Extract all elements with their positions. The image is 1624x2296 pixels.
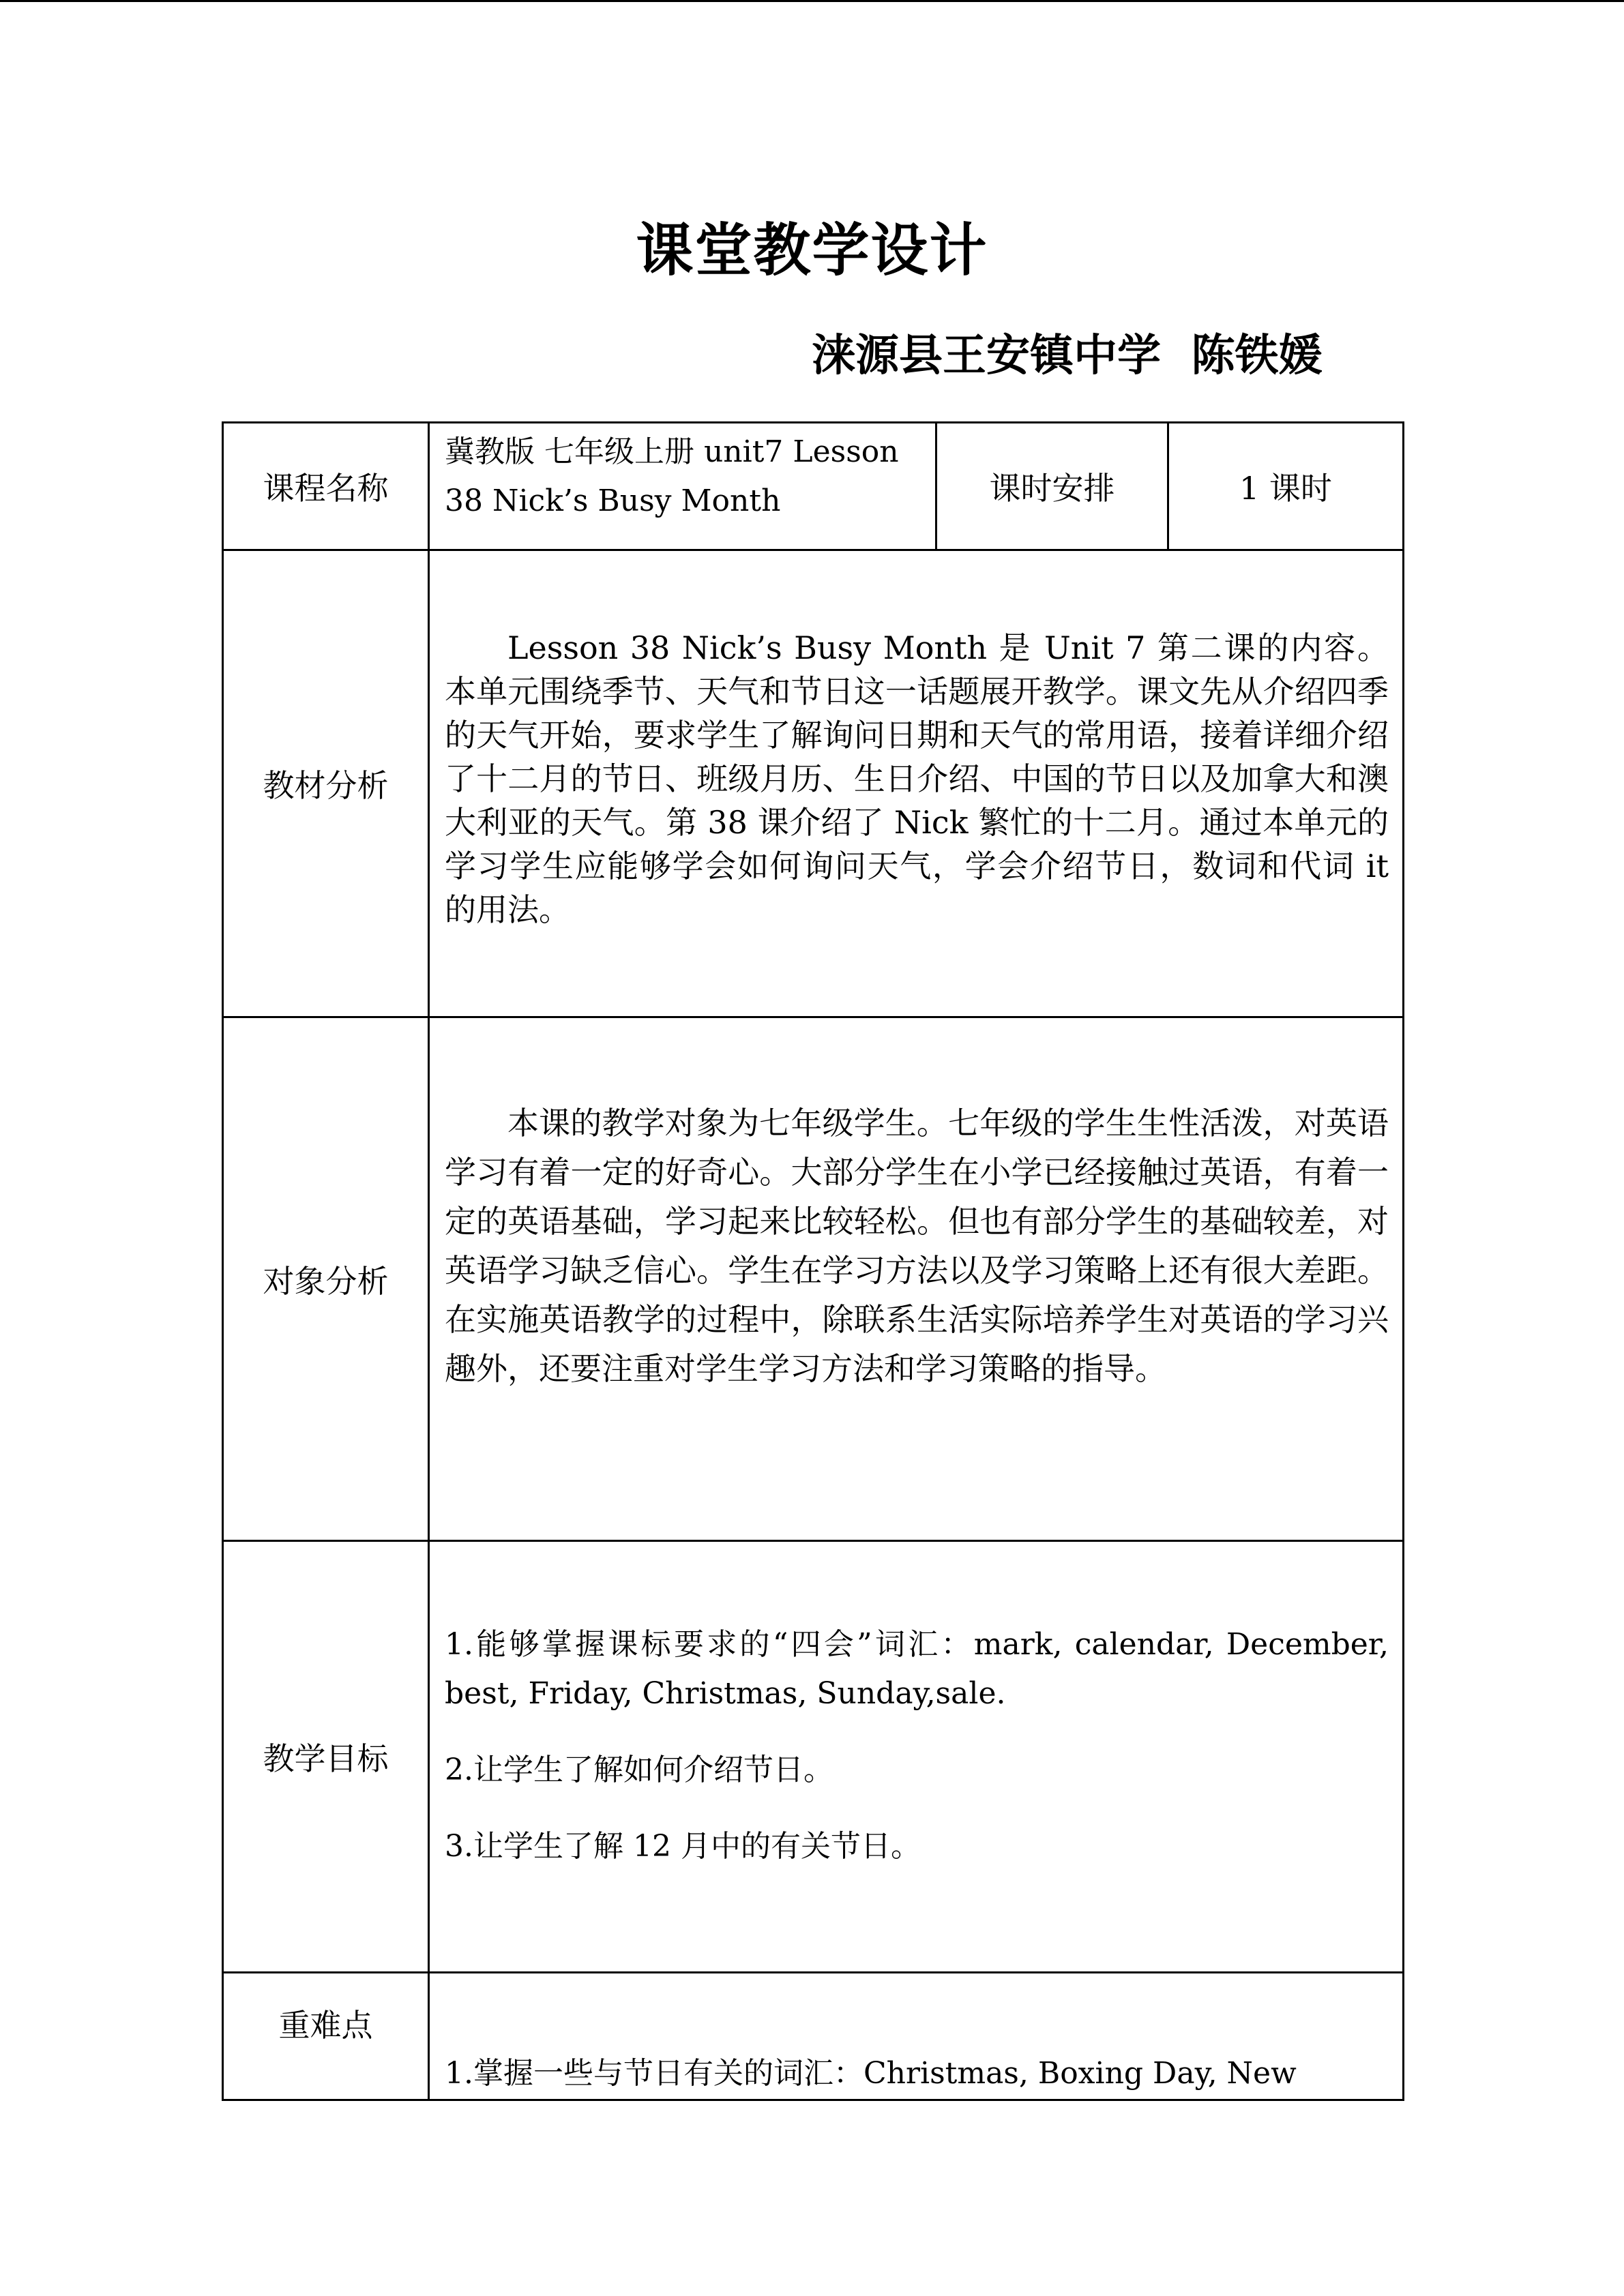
audience-label: 对象分析: [223, 1017, 429, 1541]
lesson-plan-table: [222, 421, 1404, 2101]
difficulty-cell: [429, 1973, 1404, 2100]
difficulty-row: [223, 1973, 1404, 2100]
audience-analysis-text: 本课的教学对象为七年级学生。七年级的学生生性活泼，对英语学习有着一定的好奇心。大部分学生在小学已经接触过英语，有着一定的英语基础，学习起来比较轻松。但也有部分学生的基础较差，对英语学习缺乏信心。学生在学习方法以及学习策略上还有很大差距。在实施英语教学的过程中，除联系生活实际培养学生对英语的学习兴趣外，还要注重对学生学习方法和学习策略的指导。: [445, 1105, 1389, 1387]
page-title: 课堂教学设计: [636, 217, 988, 284]
audience-row: [223, 1017, 1404, 1541]
difficulty-text: 1.掌握一些与节日有关的词汇：Christmas, Boxing Day, New: [445, 2056, 1297, 2091]
goal-item-2: 2.让学生了解如何介绍节日。: [445, 1753, 833, 1787]
schedule-value: 1 课时: [1168, 423, 1404, 550]
material-row: [223, 550, 1404, 1017]
audience-cell: [429, 1017, 1404, 1541]
goals-list: [430, 1542, 1402, 1871]
goals-label: 教学目标: [223, 1541, 429, 1973]
goals-cell: [429, 1541, 1404, 1973]
page-top-border: [0, 0, 1624, 2]
difficulty-label: 重难点: [223, 1973, 429, 2100]
schedule-label: 课时安排: [936, 423, 1168, 550]
material-cell: [429, 550, 1404, 1017]
goals-row: [223, 1541, 1404, 1973]
course-name-label: 课程名称: [223, 423, 429, 550]
material-label: 教材分析: [223, 550, 429, 1017]
goal-item-3: 3.让学生了解 12 月中的有关节日。: [445, 1829, 921, 1864]
author-line: 涞源县王安镇中学 陈铁媛: [812, 331, 1323, 381]
course-row: [223, 423, 1404, 550]
goal-item-1: 1.能够掌握课标要求的“四会”词汇：mark, calendar, December, best, Friday, Christmas, Sunday,sale.: [445, 1627, 1389, 1711]
course-name-value: 冀教版 七年级上册 unit7 Lesson 38 Nick’s Busy Month: [445, 434, 899, 518]
course-name-cell: [429, 423, 936, 550]
material-analysis-text: Lesson 38 Nick’s Busy Month 是 Unit 7 第二课的内容。本单元围绕季节、天气和节日这一话题展开教学。课文先从介绍四季的天气开始，要求学生了解询问日期和天气的常用语，接着详细介绍了十二月的节日、班级月历、生日介绍、中国的节日以及加拿大和澳大利亚的天气。第 38 课介绍了 Nick 繁忙的十二月。通过本单元的学习学生应能够学会如何询问天气，学会介绍节日，数词和代词 it 的用法。: [445, 629, 1389, 928]
